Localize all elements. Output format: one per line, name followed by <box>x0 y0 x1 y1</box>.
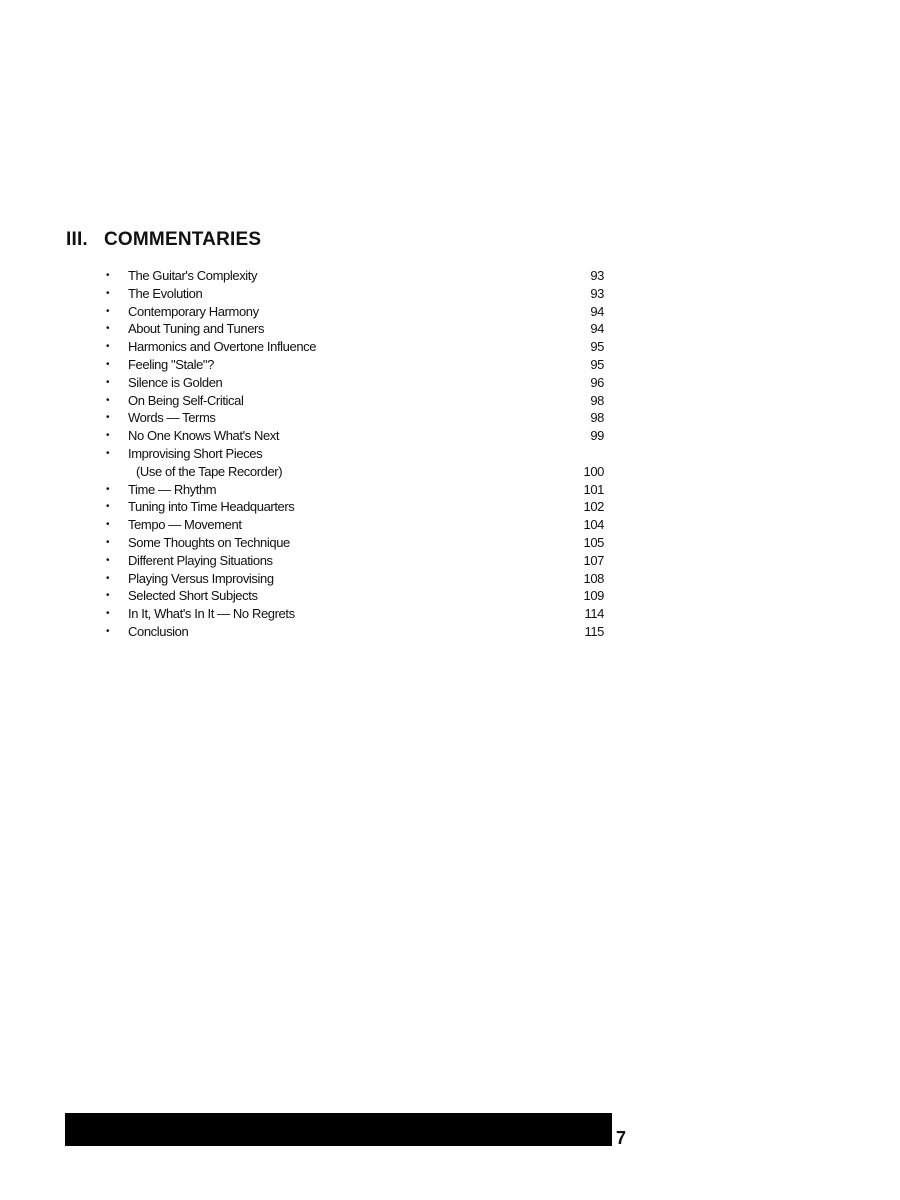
toc-page-number: 100 <box>583 463 604 479</box>
toc-page-number: 94 <box>590 303 604 319</box>
toc-entry <box>100 303 606 321</box>
toc-entry <box>100 392 606 410</box>
toc-entry <box>100 516 606 534</box>
footer-bar <box>65 1113 612 1146</box>
section-number: III. <box>66 229 88 250</box>
bullet-icon: • <box>106 590 110 602</box>
toc-page-number: 104 <box>583 517 604 533</box>
bullet-icon: • <box>106 501 110 513</box>
bullet-icon: • <box>106 483 110 495</box>
section-title: COMMENTARIES <box>104 229 262 250</box>
bullet-icon: • <box>106 554 110 566</box>
toc-entry <box>100 320 606 338</box>
toc-entry <box>100 570 606 588</box>
toc-entry <box>100 427 606 445</box>
toc-page-number: 99 <box>590 428 604 444</box>
page-number: 7 <box>616 1128 627 1148</box>
toc-entry-title: Conclusion <box>128 623 189 639</box>
table-of-contents <box>100 267 606 641</box>
bullet-icon: • <box>106 270 110 281</box>
toc-entry-title: Contemporary Harmony <box>128 303 259 319</box>
bullet-icon: • <box>106 323 110 335</box>
bullet-icon: • <box>106 412 110 424</box>
toc-page-number: 109 <box>583 588 604 604</box>
toc-page-number: 94 <box>590 321 604 337</box>
toc-entry-title: Words — Terms <box>128 410 216 426</box>
toc-page-number: 102 <box>583 499 604 515</box>
toc-entry-title: Some Thoughts on Technique <box>128 534 290 550</box>
toc-entry-title: The Evolution <box>128 285 203 301</box>
toc-entry-title: Harmonics and Overtone Influence <box>128 339 317 355</box>
bullet-icon: • <box>106 341 110 353</box>
bullet-icon: • <box>106 430 110 442</box>
bullet-icon: • <box>106 447 110 459</box>
toc-entry-title: Improvising Short Pieces <box>128 445 263 461</box>
toc-entry-title: On Being Self-Critical <box>128 392 244 408</box>
bullet-icon: • <box>106 394 110 406</box>
toc-entry <box>100 374 606 392</box>
bullet-icon: • <box>106 572 110 584</box>
bullet-icon: • <box>106 536 110 548</box>
toc-entry <box>100 285 606 303</box>
toc-entry <box>100 481 606 499</box>
toc-page-number: 93 <box>590 268 604 283</box>
section-heading <box>66 229 261 251</box>
toc-page-number: 115 <box>584 623 604 639</box>
toc-page-number: 95 <box>590 339 604 355</box>
toc-entry <box>100 587 606 605</box>
toc-entry-title: The Guitar's Complexity <box>128 268 258 283</box>
toc-page-number: 98 <box>590 392 604 408</box>
toc-page-number: 105 <box>583 534 604 550</box>
toc-entry-title: In It, What's In It — No Regrets <box>128 606 295 622</box>
toc-entry-title: Feeling "Stale"? <box>128 356 214 372</box>
toc-entry <box>100 605 606 623</box>
bullet-icon: • <box>106 625 110 637</box>
toc-entry-title: Different Playing Situations <box>128 552 273 568</box>
toc-entry-title: Tempo — Movement <box>128 517 242 533</box>
toc-entry-title: Playing Versus Improvising <box>128 570 274 586</box>
toc-entry-title: Tuning into Time Headquarters <box>128 499 295 515</box>
toc-entry <box>100 267 606 285</box>
toc-page-number: 101 <box>583 481 604 497</box>
toc-entry-title: Time — Rhythm <box>128 481 217 497</box>
toc-page-number: 107 <box>583 552 604 568</box>
toc-entry-title: Silence is Golden <box>128 374 223 390</box>
toc-page-number: 95 <box>590 356 604 372</box>
toc-entry-title: About Tuning and Tuners <box>128 321 265 337</box>
toc-entry <box>100 534 606 552</box>
toc-entry <box>100 409 606 427</box>
bullet-icon: • <box>106 358 110 370</box>
toc-entry <box>100 445 606 481</box>
toc-entry <box>100 552 606 570</box>
toc-entry <box>100 498 606 516</box>
toc-entry-title: Selected Short Subjects <box>128 588 258 604</box>
toc-page-number: 93 <box>590 285 604 301</box>
toc-entry <box>100 338 606 356</box>
toc-page-number: 96 <box>590 374 604 390</box>
toc-page-number: 114 <box>584 606 604 622</box>
bullet-icon: • <box>106 608 110 620</box>
toc-page-number: 98 <box>590 410 604 426</box>
toc-entry-title: No One Knows What's Next <box>128 428 280 444</box>
toc-entry <box>100 623 606 641</box>
toc-entry-title: (Use of the Tape Recorder) <box>136 463 283 479</box>
toc-page-number: 108 <box>583 570 604 586</box>
bullet-icon: • <box>106 305 110 317</box>
bullet-icon: • <box>106 376 110 388</box>
toc-entry <box>100 356 606 374</box>
bullet-icon: • <box>106 519 110 531</box>
bullet-icon: • <box>106 287 110 299</box>
